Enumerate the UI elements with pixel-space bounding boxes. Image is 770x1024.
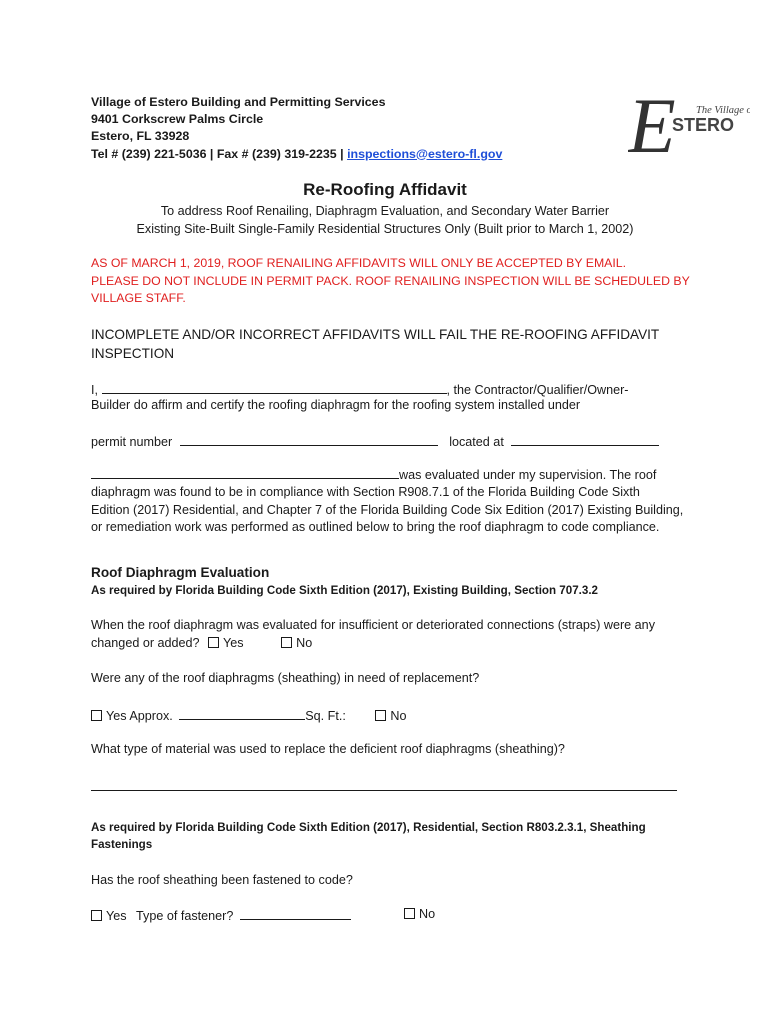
question-straps-line-2 (91, 636, 312, 650)
logo-small-text: The Village of (696, 105, 750, 116)
paragraph-line-1-text: was evaluated under my supervision. The roof (399, 468, 657, 482)
incomplete-warning (91, 325, 659, 363)
sheathing-row (91, 707, 406, 723)
question-sheathing: Were any of the roof diaphragms (sheathing) in need of replacement? (91, 671, 480, 685)
question-straps-text: changed or added? (91, 636, 200, 650)
email-notice (91, 255, 690, 308)
sheathing-no-checkbox[interactable] (375, 710, 386, 721)
fastened-yes-checkbox[interactable] (91, 910, 102, 921)
affirm-role: , the Contractor/Qualifier/Owner- (446, 383, 629, 397)
subtitle-1: To address Roof Renailing, Diaphragm Evaluation, and Secondary Water Barrier (160, 204, 610, 218)
sqft-field[interactable] (179, 707, 305, 720)
sheathing-yes-checkbox[interactable] (91, 710, 102, 721)
question-straps-line-1: When the roof diaphragm was evaluated for insufficient or deteriorated connections (straps) were any (91, 618, 655, 632)
notice-line-1: AS OF MARCH 1, 2019, ROOF RENAILING AFFIDAVITS WILL ONLY BE ACCEPTED BY EMAIL. (91, 256, 627, 270)
notice-line-2: PLEASE DO NOT INCLUDE IN PERMIT PACK. ROOF RENAILING INSPECTION WILL BE SCHEDULED BY (91, 273, 690, 288)
question-material: What type of material was used to replace the deficient roof diaphragms (sheathing)? (91, 742, 565, 756)
page-title: Re-Roofing Affidavit (303, 180, 467, 199)
sheathing-no-label: No (390, 709, 407, 723)
subtitle-2: Existing Site-Built Single-Family Residential Structures Only (Built prior to March 1, 2002) (136, 222, 634, 236)
address-field[interactable] (91, 466, 399, 479)
fastener-row (91, 907, 351, 923)
paragraph-line-2: diaphragm was found to be in compliance with Section R908.7.1 of the Florida Building Code Sixth (91, 485, 640, 500)
address-line-2: Estero, FL 33928 (91, 129, 190, 144)
affirm-i: I, (91, 383, 98, 397)
sheathing-yes-label: Yes Approx. (106, 709, 173, 723)
permit-label: permit number (91, 435, 173, 449)
fastened-no-option[interactable] (404, 907, 435, 921)
affirm-line-2: Builder do affirm and certify the roofing diaphragm for the roofing system installed under (91, 398, 581, 412)
section2-code-ref-line-2: Fastenings (91, 838, 153, 851)
phone-fax: Tel # (239) 221-5036 | Fax # (239) 319-2235 | (91, 146, 348, 161)
straps-yes-checkbox[interactable] (208, 637, 219, 648)
email-link[interactable]: inspections@estero-fl.gov (347, 146, 503, 161)
contact-line (91, 146, 502, 163)
sheathing-yes-option[interactable] (91, 709, 173, 723)
paragraph-line-1 (91, 466, 681, 484)
section2-code-ref-line-1: As required by Florida Building Code Sixth Edition (2017), Residential, Section R803.2.3.1, Sheathing (91, 821, 646, 834)
logo-big-text: STERO (672, 115, 735, 135)
fastened-no-label: No (419, 907, 436, 921)
fastener-type-field[interactable] (240, 907, 351, 920)
straps-no-option[interactable] (281, 636, 312, 650)
warning-line-1: INCOMPLETE AND/OR INCORRECT AFFIDAVITS WILL FAIL THE RE-ROOFING AFFIDAVIT (91, 327, 660, 342)
material-field[interactable] (91, 790, 677, 791)
fastener-type-label: Type of fastener? (136, 909, 234, 923)
straps-yes-option[interactable] (208, 636, 244, 650)
logo-initial: E (628, 86, 676, 160)
estero-logo (628, 86, 750, 160)
address-line-1: 9401 Corkscrew Palms Circle (91, 112, 264, 127)
notice-line-3: VILLAGE STAFF. (91, 291, 186, 305)
affirm-line-1 (91, 381, 628, 397)
sheathing-no-option[interactable] (375, 709, 406, 723)
location-field[interactable] (511, 433, 659, 446)
question-fastened: Has the roof sheathing been fastened to code? (91, 873, 353, 887)
header-block (91, 94, 502, 163)
paragraph-line-3: Edition (2017) Residential, and Chapter 7 of the Florida Building Code Six Edition (2017) Existing Building, (91, 502, 684, 517)
fastened-yes-option[interactable] (91, 909, 127, 923)
fastened-no-checkbox[interactable] (404, 908, 415, 919)
name-field[interactable] (102, 381, 447, 394)
section1-code-ref: As required by Florida Building Code Sixth Edition (2017), Existing Building, Section 707.3.2 (91, 584, 598, 597)
compliance-paragraph (91, 466, 684, 536)
straps-no-checkbox[interactable] (281, 637, 292, 648)
permit-row (91, 433, 659, 449)
permit-number-field[interactable] (180, 433, 438, 446)
org-name: Village of Estero Building and Permitting Services (91, 95, 386, 109)
paragraph-line-4: or remediation work was performed as outlined below to bring the roof diaphragm to code compliance. (91, 519, 660, 534)
fastened-yes-label: Yes (106, 909, 127, 923)
straps-no-label: No (296, 636, 313, 650)
located-label: located at (449, 435, 504, 449)
warning-line-2: INSPECTION (91, 346, 175, 361)
straps-yes-label: Yes (223, 636, 244, 650)
sqft-label: Sq. Ft.: (305, 709, 346, 723)
section-heading-diaphragm: Roof Diaphragm Evaluation (91, 565, 270, 580)
